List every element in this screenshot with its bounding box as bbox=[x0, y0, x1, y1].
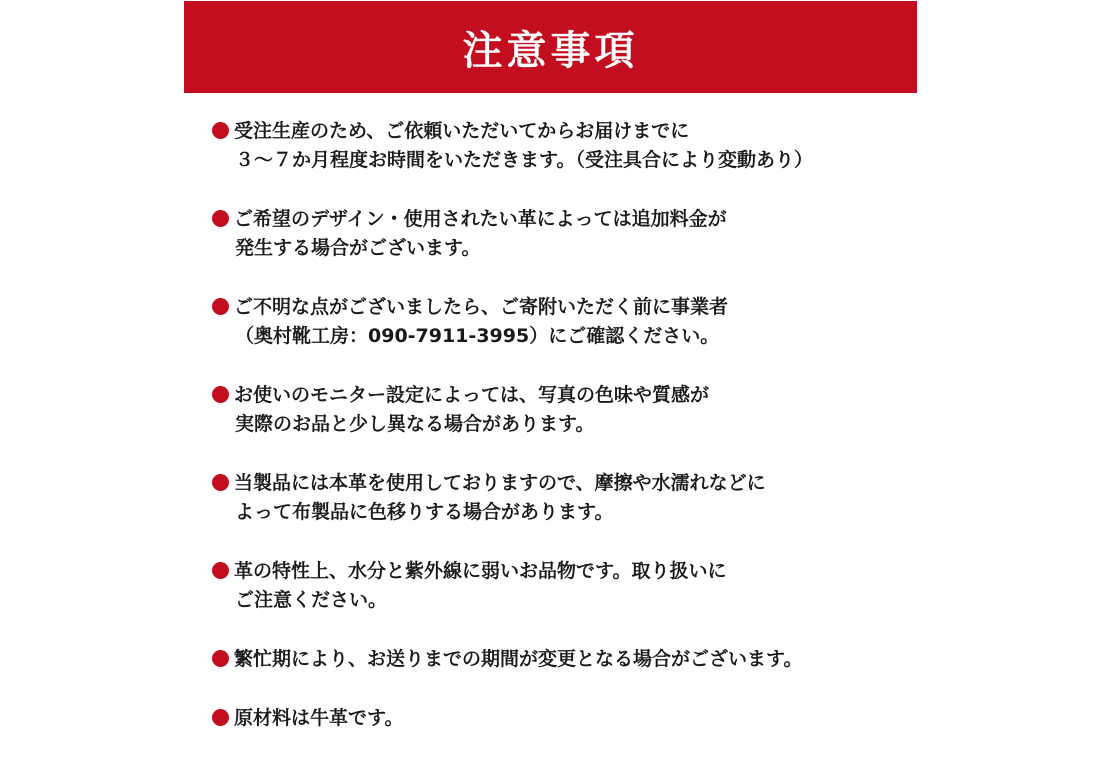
note-text: 原材料は牛革です。 bbox=[234, 707, 404, 729]
note-text: （奥村靴工房：090-7911-3995）にご確認ください。 bbox=[235, 325, 720, 347]
note-item bbox=[212, 645, 932, 674]
bullet-icon bbox=[212, 562, 229, 579]
note-item bbox=[212, 704, 932, 733]
note-text: よって布製品に色移りする場合があります。 bbox=[235, 501, 614, 523]
note-text: 実際のお品と少し異なる場合があります。 bbox=[235, 413, 595, 435]
bullet-icon bbox=[212, 122, 229, 139]
note-text: 当製品には本革を使用しておりますので、摩擦や水濡れなどに bbox=[234, 472, 766, 494]
bullet-icon bbox=[212, 210, 229, 227]
bullet-icon bbox=[212, 298, 229, 315]
note-text: 革の特性上、水分と紫外線に弱いお品物です。取り扱いに bbox=[234, 560, 727, 582]
note-text: ご注意ください。 bbox=[235, 589, 388, 611]
note-text: ３～７か月程度お時間をいただきます。（受注具合により変動あり） bbox=[235, 149, 813, 171]
note-text: お使いのモニター設定によっては、写真の色味や質感が bbox=[234, 384, 710, 406]
bullet-icon bbox=[212, 474, 229, 491]
banner-title: 注意事項 bbox=[462, 27, 639, 74]
note-item bbox=[212, 469, 932, 527]
note-item bbox=[212, 381, 932, 439]
bullet-icon bbox=[212, 709, 229, 726]
note-text: 発生する場合がございます。 bbox=[235, 237, 481, 259]
bullet-icon bbox=[212, 386, 229, 403]
note-item bbox=[212, 205, 932, 263]
header-banner bbox=[184, 1, 917, 93]
note-text: 受注生産のため、ご依頼いただいてからお届けまでに bbox=[234, 120, 690, 142]
note-text: 繁忙期により、お送りまでの期間が変更となる場合がございます。 bbox=[234, 648, 803, 670]
note-item bbox=[212, 557, 932, 615]
note-item bbox=[212, 117, 932, 175]
bullet-icon bbox=[212, 650, 229, 667]
note-text: ご不明な点がございましたら、ご寄附いただく前に事業者 bbox=[234, 296, 729, 318]
note-text: ご希望のデザイン・使用されたい革によっては追加料金が bbox=[234, 208, 727, 230]
notes-list bbox=[212, 117, 932, 763]
note-item bbox=[212, 293, 932, 351]
